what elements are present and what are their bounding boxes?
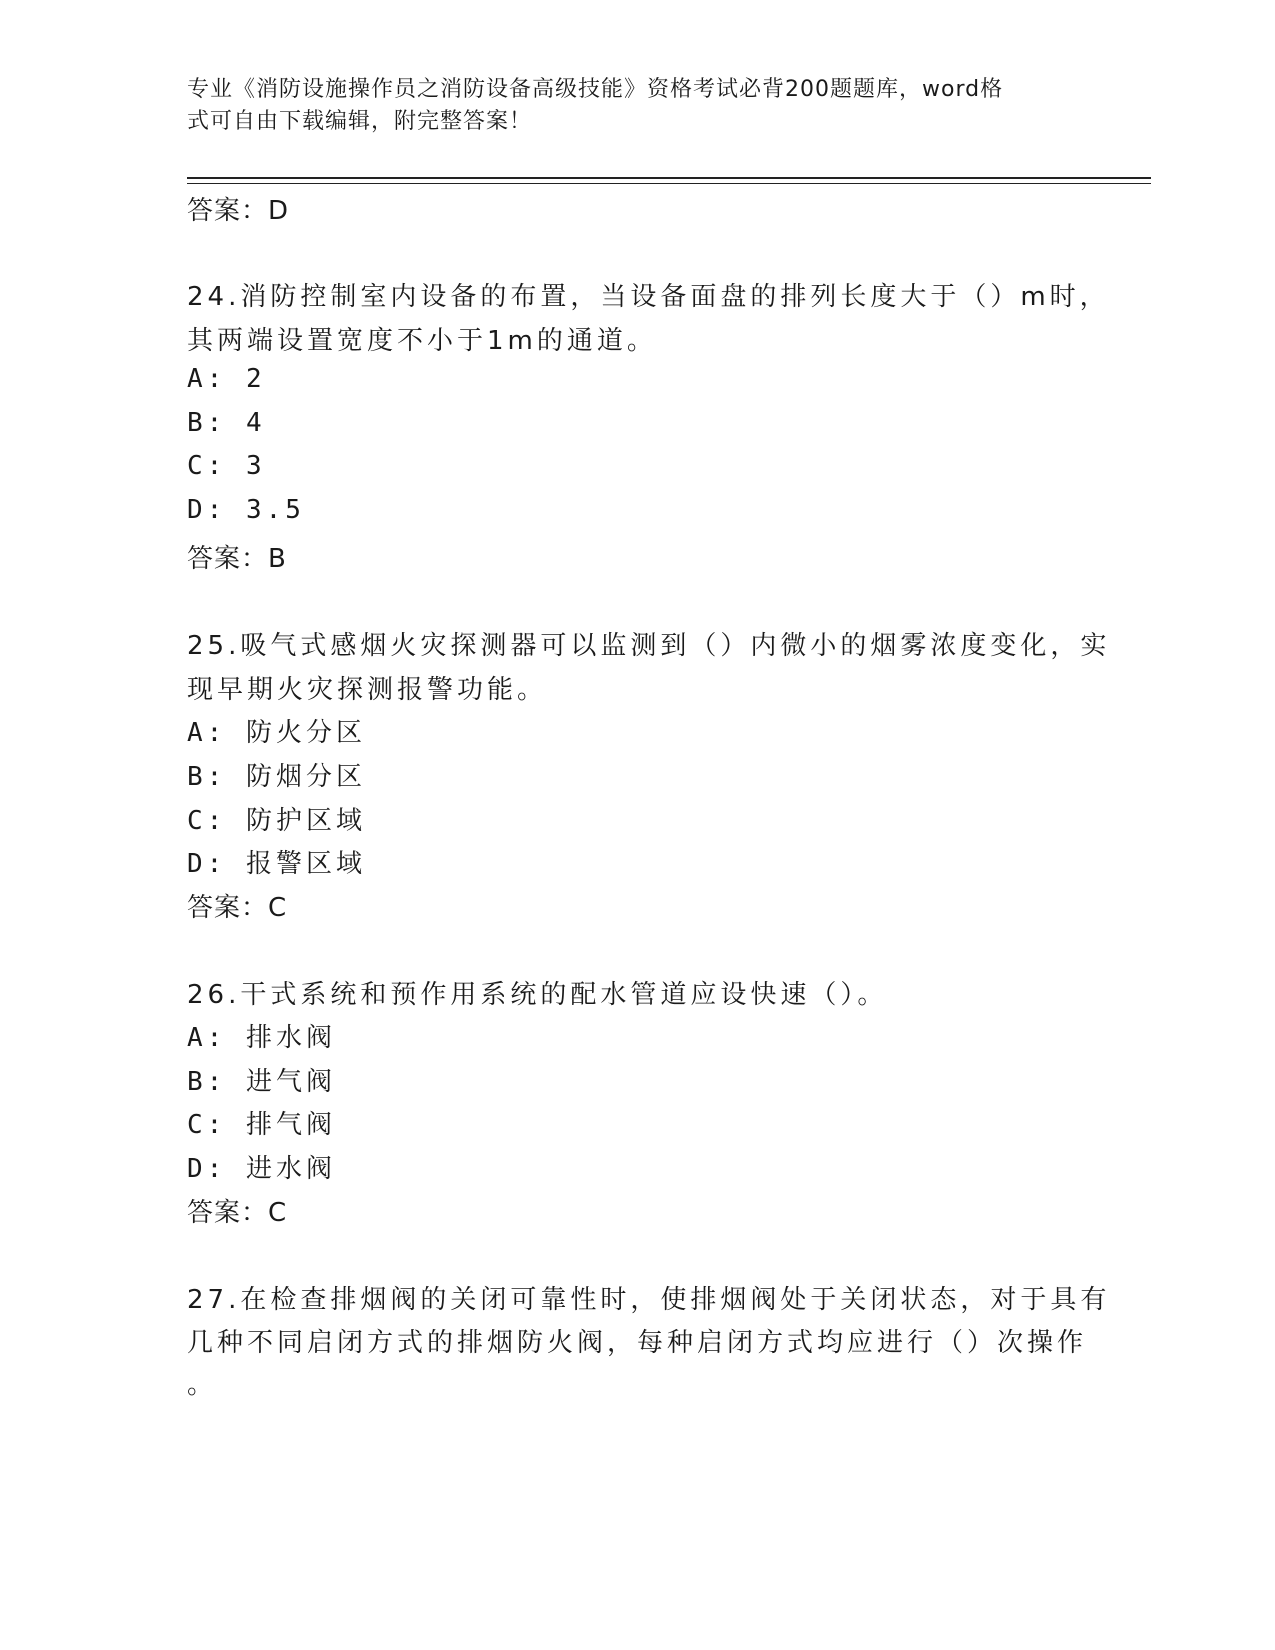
q24-option-b: B: 4 [187, 408, 266, 438]
q24-text-line-2: 其两端设置宽度不小于1m的通道。 [187, 326, 657, 356]
q24-text-line-1: 24.消防控制室内设备的布置，当设备面盘的排列长度大于（）m时， [187, 282, 1110, 312]
q24-option-c: C: 3 [187, 451, 266, 481]
q26-option-a: A: 排水阀 [187, 1023, 336, 1053]
q25-option-b: B: 防烟分区 [187, 762, 366, 792]
header-line-2: 式可自由下载编辑，附完整答案！ [187, 109, 533, 134]
q24-answer: 答案：B [187, 544, 287, 574]
q27-text-line-3: 。 [187, 1370, 218, 1400]
q27-text-line-1: 27.在检查排烟阀的关闭可靠性时，使排烟阀处于关闭状态，对于具有 [187, 1285, 1111, 1315]
q25-option-c: C: 防护区域 [187, 806, 366, 836]
q25-option-d: D: 报警区域 [187, 849, 366, 879]
header-rule-thick [187, 177, 1151, 179]
q25-answer: 答案：C [187, 893, 288, 923]
q25-text-line-2: 现早期火灾探测报警功能。 [187, 675, 548, 705]
q26-option-d: D: 进水阀 [187, 1154, 336, 1184]
q24-option-a: A: 2 [187, 364, 266, 394]
q27-text-line-2: 几种不同启闭方式的排烟防火阀，每种启闭方式均应进行（）次操作 [187, 1328, 1088, 1358]
q24-option-d: D: 3.5 [187, 495, 305, 525]
header-line-1: 专业《消防设施操作员之消防设备高级技能》资格考试必背200题题库，word格 [187, 77, 1004, 102]
header-rule-thin [187, 183, 1151, 184]
q26-option-c: C: 排气阀 [187, 1110, 336, 1140]
q26-answer: 答案：C [187, 1198, 288, 1228]
document-header [187, 74, 1067, 138]
q26-text-line-1: 26.干式系统和预作用系统的配水管道应设快速（）。 [187, 980, 888, 1010]
q25-option-a: A: 防火分区 [187, 718, 366, 748]
q25-text-line-1: 25.吸气式感烟火灾探测器可以监测到（）内微小的烟雾浓度变化，实 [187, 631, 1111, 661]
q26-option-b: B: 进气阀 [187, 1067, 336, 1097]
answer-prev: 答案：D [187, 196, 290, 226]
